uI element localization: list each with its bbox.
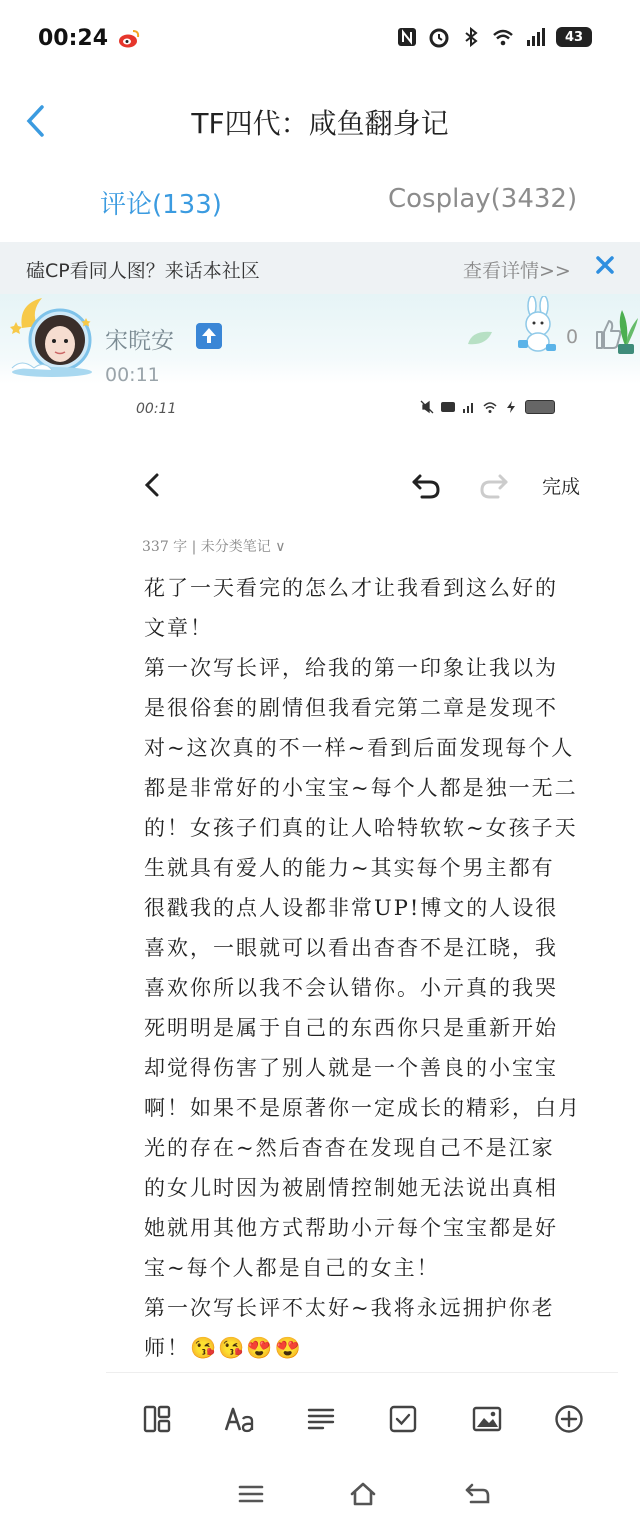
note-line: 宝~每个人都是自己的女主！ bbox=[144, 1256, 440, 1280]
paragraph-align-icon[interactable] bbox=[306, 1404, 336, 1434]
note-line: 啊！如果不是原著你一定成长的精彩，白月 bbox=[144, 1096, 581, 1120]
mute-icon bbox=[420, 400, 434, 414]
status-icons bbox=[396, 26, 592, 48]
note-line: 喜欢，一眼就可以看出杳杳不是江晓，我 bbox=[144, 936, 558, 960]
charging-icon bbox=[504, 400, 518, 414]
note-line: 喜欢你所以我不会认错你。小亓真的我哭 bbox=[144, 976, 558, 1000]
weibo-icon bbox=[118, 29, 140, 49]
hd-icon bbox=[441, 400, 455, 414]
tab-cosplay[interactable]: Cosplay(3432) bbox=[388, 184, 578, 214]
status-time: 00:24 bbox=[38, 26, 109, 51]
banner-text: 磕CP看同人图？来话本社区 bbox=[26, 260, 260, 282]
note-line: 文章！ bbox=[144, 616, 213, 640]
screenshot-status-icons bbox=[420, 400, 555, 414]
done-button[interactable]: 完成 bbox=[542, 476, 581, 498]
note-line: 花了一天看完的怎么才让我看到这么好的 bbox=[144, 576, 558, 600]
battery-indicator: 43 bbox=[556, 27, 592, 47]
wifi-icon bbox=[492, 26, 514, 48]
alarm-icon bbox=[428, 26, 450, 48]
note-line: 的！女孩子们真的让人哈特软软~女孩子天 bbox=[144, 816, 578, 840]
bunny-sticker-icon bbox=[512, 296, 564, 354]
avatar[interactable] bbox=[8, 296, 96, 378]
image-icon[interactable] bbox=[472, 1404, 502, 1434]
redo-icon[interactable] bbox=[478, 470, 510, 500]
note-line: 的女儿时因为被剧情控制她无法说出真相 bbox=[144, 1176, 558, 1200]
text-format-icon[interactable] bbox=[224, 1404, 256, 1434]
screenshot-battery bbox=[525, 400, 555, 414]
nfc-icon bbox=[396, 26, 418, 48]
note-line: 对~这次真的不一样~看到后面发现每个人 bbox=[144, 736, 575, 760]
word-count-category[interactable]: 337 字 | 未分类笔记 ∨ bbox=[142, 539, 286, 555]
plant-decoration-icon bbox=[612, 304, 640, 354]
close-icon[interactable] bbox=[594, 254, 616, 276]
wifi-icon bbox=[483, 400, 497, 414]
add-icon[interactable] bbox=[554, 1404, 584, 1434]
leaf-icon bbox=[466, 328, 494, 348]
note-line: 却觉得伤害了别人就是一个善良的小宝宝 bbox=[144, 1056, 558, 1080]
signal-icon bbox=[462, 400, 476, 414]
note-line: 是很俗套的剧情但我看完第二章是发现不 bbox=[144, 696, 558, 720]
undo-icon[interactable] bbox=[410, 470, 442, 500]
comment-time: 00:11 bbox=[105, 364, 160, 386]
page-title: TF四代：咸鱼翻身记 bbox=[191, 107, 449, 140]
comment-username[interactable]: 宋晥安 bbox=[105, 328, 174, 354]
note-line: 她就用其他方式帮助小亓每个宝宝都是好 bbox=[144, 1216, 558, 1240]
menu-icon[interactable] bbox=[236, 1480, 266, 1508]
screenshot-status-time: 00:11 bbox=[136, 401, 177, 417]
note-line: 光的存在~然后杳杳在发现自己不是江家 bbox=[144, 1136, 555, 1160]
note-line: 都是非常好的小宝宝~每个人都是独一无二 bbox=[144, 776, 578, 800]
signal-5g-icon bbox=[524, 26, 546, 48]
editor-back-icon[interactable] bbox=[142, 472, 162, 498]
level-badge-icon bbox=[196, 323, 222, 349]
bluetooth-icon bbox=[460, 26, 482, 48]
checkbox-icon[interactable] bbox=[388, 1404, 418, 1434]
note-line: 死明明是属于自己的东西你只是重新开始 bbox=[144, 1016, 558, 1040]
note-line: 第一次写长评，给我的第一印象让我以为 bbox=[144, 656, 558, 680]
note-line: 师！😘😘😍😍 bbox=[144, 1336, 303, 1360]
tab-comments[interactable]: 评论(133) bbox=[100, 190, 222, 220]
banner-details-link[interactable]: 查看详情>> bbox=[463, 260, 571, 282]
like-count: 0 bbox=[566, 326, 579, 348]
divider bbox=[106, 1372, 618, 1373]
note-line: 第一次写长评不太好~我将永远拥护你老 bbox=[144, 1296, 555, 1320]
layout-icon[interactable] bbox=[142, 1404, 172, 1434]
note-line: 生就具有爱人的能力~其实每个男主都有 bbox=[144, 856, 555, 880]
note-line: 很戳我的点人设都非常UP!博文的人设很 bbox=[144, 896, 559, 920]
system-back-icon[interactable] bbox=[462, 1480, 492, 1508]
home-icon[interactable] bbox=[348, 1480, 378, 1508]
